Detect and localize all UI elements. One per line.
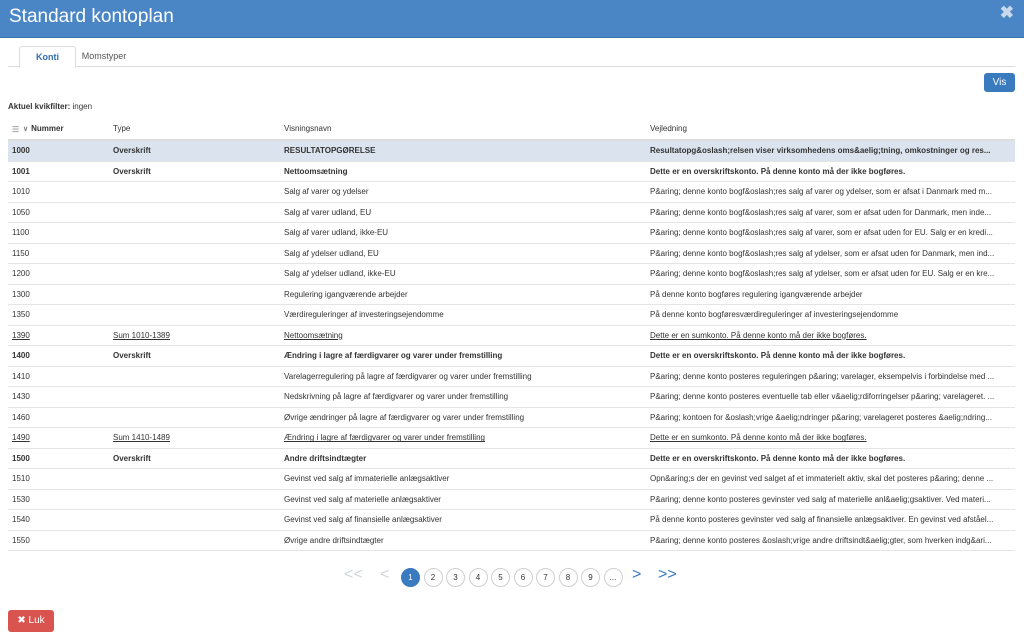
cell-nummer — [8, 161, 109, 182]
cell-visningsnavn — [280, 264, 646, 285]
cell-type-text: Overskrift — [113, 453, 151, 463]
cell-visningsnavn — [280, 448, 646, 469]
cell-vejledning-text: P&aring; denne konto bogf&oslash;res salg af ydelser, som er afsat uden for EU. Salg er en kre... — [650, 269, 995, 279]
cell-vejledning — [646, 510, 1015, 531]
table-row[interactable] — [8, 223, 1015, 244]
cell-visningsnavn-text: Nedskrivning på lagre af færdigvarer og varer under fremstilling — [284, 392, 509, 402]
cell-visningsnavn-text: RESULTATOPGØRELSE — [284, 146, 376, 156]
cell-type — [109, 305, 280, 326]
column-header-vejledning[interactable]: Vejledning — [646, 118, 1015, 140]
cell-vejledning-text: P&aring; denne konto bogf&oslash;res salg af varer og ydelser, som er afsat i Danmark med m... — [650, 187, 992, 197]
cell-visningsnavn — [280, 182, 646, 203]
cell-nummer — [8, 325, 109, 346]
table-row[interactable] — [8, 407, 1015, 428]
cell-type-text: Overskrift — [113, 351, 151, 361]
cell-type — [109, 182, 280, 203]
cell-vejledning — [646, 305, 1015, 326]
vis-button[interactable]: Vis — [984, 73, 1015, 92]
table-row[interactable] — [8, 428, 1015, 449]
cell-type — [109, 202, 280, 223]
cell-vejledning-text: P&aring; denne konto bogf&oslash;res salg af varer, som er afsat uden for Danmark, men inde... — [650, 207, 992, 217]
table-row[interactable] — [8, 510, 1015, 531]
cell-vejledning-text: P&aring; denne konto posteres gevinster ved salg af materielle anl&aelig;gsaktiver. Ved materi... — [650, 494, 991, 504]
cell-nummer — [8, 448, 109, 469]
cell-type — [109, 284, 280, 305]
table-row[interactable] — [8, 284, 1015, 305]
cell-vejledning — [646, 407, 1015, 428]
page-button[interactable]: 9 — [581, 568, 600, 587]
cell-vejledning — [646, 325, 1015, 346]
cell-visningsnavn — [280, 387, 646, 408]
cell-type-text[interactable]: Sum 1010-1389 — [113, 330, 170, 340]
cell-nummer — [8, 202, 109, 223]
cell-nummer-text: 1460 — [12, 412, 30, 422]
cell-visningsnavn-text: Gevinst ved salg af immaterielle anlægsaktiver — [284, 474, 450, 484]
quick-filter-status — [8, 102, 92, 111]
cell-visningsnavn-text: Andre driftsindtægter — [284, 453, 367, 463]
table-row[interactable] — [8, 264, 1015, 285]
cell-vejledning — [646, 530, 1015, 551]
cell-vejledning-text: P&aring; denne konto posteres eventuelle tab eller v&aelig;rdiforringelser p&aring; varelageret. ... — [650, 392, 995, 402]
accounts-table — [8, 118, 1015, 551]
cell-type — [109, 428, 280, 449]
cell-visningsnavn-text: Gevinst ved salg af materielle anlægsaktiver — [284, 494, 441, 504]
page-button[interactable]: 6 — [514, 568, 533, 587]
cell-visningsnavn-text: Gevinst ved salg af finansielle anlægsaktiver — [284, 515, 442, 525]
cell-visningsnavn-text: Øvrige ændringer på lagre af færdigvarer og varer under fremstilling — [284, 412, 525, 422]
cell-nummer-text: 1500 — [12, 453, 30, 463]
cell-vejledning — [646, 202, 1015, 223]
cell-type — [109, 510, 280, 531]
cell-vejledning-text: Resultatopg&oslash;relsen viser virksomhedens oms&aelig;tning, omkostninger og res... — [650, 146, 991, 156]
cell-visningsnavn — [280, 140, 646, 161]
cell-vejledning-text: På denne konto bogføresværdireguleringer af investeringsejendomme — [650, 310, 899, 320]
cell-type — [109, 264, 280, 285]
cell-nummer-text: 1540 — [12, 515, 30, 525]
tab-bar — [8, 46, 1015, 67]
cell-visningsnavn — [280, 243, 646, 264]
cell-nummer-text: 1400 — [12, 351, 30, 361]
tab-momstyper[interactable]: Momstyper — [81, 51, 127, 61]
cell-nummer-text: 1350 — [12, 310, 30, 320]
close-button[interactable] — [8, 610, 54, 632]
cell-nummer — [8, 223, 109, 244]
cell-visningsnavn-text: Salg af ydelser udland, ikke-EU — [284, 269, 396, 279]
first-page-button[interactable]: << — [344, 566, 363, 583]
cell-vejledning-text: Dette er en overskriftskonto. På denne konto må der ikke bogføres. — [650, 166, 906, 176]
cell-vejledning-text[interactable]: Dette er en sumkonto. På denne konto må der ikke bogføres. — [650, 330, 867, 340]
cell-nummer — [8, 407, 109, 428]
cell-vejledning-text: På denne konto bogføres regulering igangværende arbejder — [650, 289, 863, 299]
cell-vejledning-text: P&aring; denne konto bogf&oslash;res salg af ydelser, som er afsat uden for Danmark, men ind... — [650, 248, 995, 258]
cell-vejledning — [646, 223, 1015, 244]
tab-konti[interactable]: Konti — [19, 46, 76, 68]
cell-type-text: Overskrift — [113, 166, 151, 176]
table-row[interactable] — [8, 489, 1015, 510]
cell-vejledning-text: P&aring; denne konto posteres &oslash;vrige andre driftsindt&aelig;gter, som hverken indg&ari... — [650, 535, 992, 545]
cell-visningsnavn — [280, 325, 646, 346]
page-button[interactable]: 1 — [401, 568, 420, 587]
cell-visningsnavn — [280, 469, 646, 490]
cell-vejledning — [646, 182, 1015, 203]
cell-nummer — [8, 305, 109, 326]
cell-visningsnavn — [280, 366, 646, 387]
cell-nummer — [8, 428, 109, 449]
cell-type — [109, 407, 280, 428]
cell-type — [109, 161, 280, 182]
cell-type — [109, 489, 280, 510]
cell-vejledning-text: På denne konto posteres gevinster ved salg af finansielle anlægsaktiver. En gevinst ved afståel... — [650, 515, 994, 525]
cell-vejledning — [646, 264, 1015, 285]
cell-vejledning-text: P&aring; kontoen for &oslash;vrige &aelig;ndringer p&aring; varelageret posteres &aelig;ndring... — [650, 412, 992, 422]
table-row[interactable] — [8, 305, 1015, 326]
cell-nummer — [8, 140, 109, 161]
cell-nummer-text: 1510 — [12, 474, 30, 484]
table-row[interactable] — [8, 202, 1015, 223]
cell-vejledning-text: Opn&aring;s der en gevinst ved salget af et immaterielt aktiv, skal det posteres p&aring; denne ... — [650, 474, 994, 484]
cell-vejledning-text: P&aring; denne konto posteres reguleringen p&aring; varelager, eksempelvis i forbindelse med ... — [650, 371, 995, 381]
table-row[interactable] — [8, 387, 1015, 408]
cell-nummer-text: 1410 — [12, 371, 30, 381]
cell-visningsnavn-text: Værdireguleringer af investeringsejendomme — [284, 310, 444, 320]
cell-nummer-text: 1010 — [12, 187, 30, 197]
column-header-type[interactable]: Type — [109, 118, 280, 140]
cell-visningsnavn — [280, 530, 646, 551]
table-row[interactable] — [8, 325, 1015, 346]
cell-type — [109, 366, 280, 387]
cell-nummer-text: 1200 — [12, 269, 30, 279]
table-row[interactable] — [8, 448, 1015, 469]
column-header-label: Nummer — [31, 124, 64, 133]
cell-visningsnavn-text: Salg af ydelser udland, EU — [284, 248, 379, 258]
cell-type — [109, 469, 280, 490]
column-menu-icon[interactable]: ☰ — [12, 125, 20, 135]
quick-filter-value: ingen — [72, 102, 93, 111]
close-button-label: Luk — [28, 615, 45, 626]
cell-nummer-text[interactable]: 1490 — [12, 433, 30, 443]
cell-visningsnavn — [280, 489, 646, 510]
cell-type — [109, 140, 280, 161]
page-button[interactable]: 8 — [559, 568, 578, 587]
cell-visningsnavn — [280, 284, 646, 305]
cell-visningsnavn-text[interactable]: Ændring i lagre af færdigvarer og varer under fremstilling — [284, 433, 485, 443]
cell-type — [109, 387, 280, 408]
cell-type — [109, 243, 280, 264]
column-header-nummer[interactable] — [8, 118, 109, 140]
next-page-button[interactable]: > — [632, 566, 642, 583]
table-row[interactable] — [8, 530, 1015, 551]
cell-visningsnavn — [280, 407, 646, 428]
cell-nummer-text: 1530 — [12, 494, 30, 504]
cell-visningsnavn-text: Øvrige andre driftsindtægter — [284, 535, 384, 545]
cell-nummer-text: 1050 — [12, 207, 30, 217]
table-row[interactable] — [8, 140, 1015, 161]
cell-type — [109, 346, 280, 367]
table-row[interactable] — [8, 469, 1015, 490]
cell-type-text[interactable]: Sum 1410-1489 — [113, 433, 170, 443]
cell-nummer-text: 1430 — [12, 392, 30, 402]
cell-vejledning — [646, 489, 1015, 510]
cell-vejledning-text: Dette er en overskriftskonto. På denne konto må der ikke bogføres. — [650, 453, 906, 463]
cell-nummer — [8, 489, 109, 510]
close-icon[interactable]: ✖ — [999, 3, 1014, 22]
cell-nummer — [8, 243, 109, 264]
cell-nummer — [8, 387, 109, 408]
page-button[interactable]: 5 — [491, 568, 510, 587]
cell-visningsnavn — [280, 428, 646, 449]
cell-vejledning — [646, 469, 1015, 490]
dialog-title: Standard kontoplan — [9, 6, 174, 27]
cell-nummer-text: 1001 — [12, 166, 30, 176]
column-header-visningsnavn[interactable]: Visningsnavn — [280, 118, 646, 140]
cell-type-text: Overskrift — [113, 146, 151, 156]
cell-visningsnavn — [280, 305, 646, 326]
cell-vejledning — [646, 448, 1015, 469]
cell-type — [109, 223, 280, 244]
cell-vejledning — [646, 243, 1015, 264]
page-button[interactable]: 7 — [536, 568, 555, 587]
cell-vejledning — [646, 161, 1015, 182]
page-button[interactable]: 3 — [446, 568, 465, 587]
cell-visningsnavn — [280, 346, 646, 367]
table-row[interactable] — [8, 182, 1015, 203]
cell-type — [109, 448, 280, 469]
cell-visningsnavn-text: Salg af varer udland, ikke-EU — [284, 228, 389, 238]
table-row[interactable] — [8, 161, 1015, 182]
last-page-button[interactable]: >> — [658, 566, 677, 583]
cell-visningsnavn — [280, 161, 646, 182]
cell-visningsnavn-text[interactable]: Nettoomsætning — [284, 330, 343, 340]
cell-vejledning — [646, 140, 1015, 161]
cell-nummer — [8, 469, 109, 490]
cell-visningsnavn — [280, 202, 646, 223]
cell-visningsnavn-text: Regulering igangværende arbejder — [284, 289, 408, 299]
cell-visningsnavn-text: Salg af varer udland, EU — [284, 207, 372, 217]
page-button[interactable]: ... — [604, 568, 623, 587]
sort-desc-icon[interactable]: ∨ — [23, 125, 29, 133]
dialog-titlebar — [0, 0, 1024, 38]
cell-nummer-text: 1150 — [12, 248, 30, 258]
cell-visningsnavn-text: Varelagerregulering på lagre af færdigvarer og varer under fremstilling — [284, 371, 532, 381]
table-row[interactable] — [8, 366, 1015, 387]
table-row[interactable] — [8, 346, 1015, 367]
cell-vejledning-text: P&aring; denne konto bogf&oslash;res salg af varer, som er afsat uden for EU. Salg er en kredi... — [650, 228, 993, 238]
page-button[interactable]: 4 — [469, 568, 488, 587]
cell-nummer-text[interactable]: 1390 — [12, 330, 30, 340]
cell-visningsnavn-text: Nettoomsætning — [284, 166, 348, 176]
cell-visningsnavn-text: Ændring i lagre af færdigvarer og varer under fremstilling — [284, 351, 503, 361]
cell-visningsnavn — [280, 510, 646, 531]
table-header-row — [8, 118, 1015, 140]
cell-vejledning-text[interactable]: Dette er en sumkonto. På denne konto må der ikke bogføres. — [650, 433, 867, 443]
cell-vejledning — [646, 366, 1015, 387]
cell-visningsnavn — [280, 223, 646, 244]
cell-nummer-text: 1300 — [12, 289, 30, 299]
page-button[interactable]: 2 — [424, 568, 443, 587]
cell-nummer — [8, 346, 109, 367]
cell-vejledning-text: Dette er en overskriftskonto. På denne konto må der ikke bogføres. — [650, 351, 906, 361]
cell-nummer — [8, 510, 109, 531]
prev-page-button[interactable]: < — [380, 566, 390, 583]
cell-nummer-text: 1100 — [12, 228, 30, 238]
cell-type — [109, 325, 280, 346]
cell-nummer-text: 1550 — [12, 535, 30, 545]
cell-vejledning — [646, 284, 1015, 305]
cell-vejledning — [646, 346, 1015, 367]
cell-nummer — [8, 366, 109, 387]
cell-nummer-text: 1000 — [12, 146, 30, 156]
cell-nummer — [8, 264, 109, 285]
cell-vejledning — [646, 387, 1015, 408]
cell-type — [109, 530, 280, 551]
quick-filter-label: Aktuel kvikfilter: — [8, 102, 71, 111]
cell-nummer — [8, 284, 109, 305]
close-icon: ✖ — [17, 615, 26, 626]
cell-nummer — [8, 530, 109, 551]
cell-vejledning — [646, 428, 1015, 449]
cell-nummer — [8, 182, 109, 203]
cell-visningsnavn-text: Salg af varer og ydelser — [284, 187, 369, 197]
table-row[interactable] — [8, 243, 1015, 264]
